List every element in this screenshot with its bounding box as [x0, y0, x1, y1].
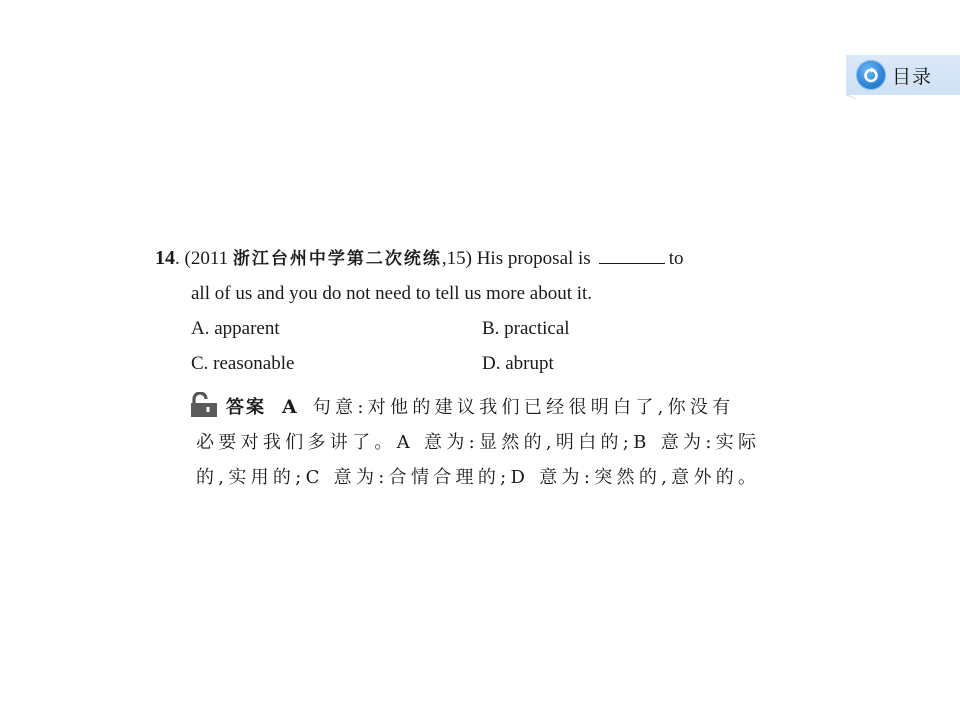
- option-a: A. apparent: [191, 318, 280, 339]
- answer-key: A: [282, 396, 297, 418]
- answer-blank: [599, 247, 665, 264]
- option-c: C. reasonable: [191, 353, 295, 374]
- question-number: 14: [155, 247, 175, 269]
- question-source-close: ,15): [441, 248, 472, 269]
- question-stem-line2: all of us and you do not need to tell us more about it.: [191, 283, 593, 304]
- answer-label: 答案: [226, 397, 266, 418]
- question-stem-part1: His proposal is: [476, 248, 591, 269]
- option-d: D. abrupt: [482, 353, 554, 374]
- question-source-open: (2011: [184, 248, 233, 269]
- option-b: B. practical: [482, 318, 570, 339]
- answer-line-3: 的,实用的;C 意为:合情合理的;D 意为:突然的,意外的。: [196, 467, 761, 488]
- refresh-circle-icon: [856, 60, 886, 90]
- question-number-dot: .: [175, 248, 185, 269]
- options-row-1: [155, 311, 815, 346]
- answer-block: [190, 390, 810, 495]
- answer-line-2: 必要对我们多讲了。A 意为:显然的,明白的;B 意为:实际: [196, 432, 761, 453]
- question-source: 浙江台州中学第二次统练: [232, 249, 442, 269]
- unlock-icon: [190, 392, 218, 418]
- answer-explanation-line1: 句意:对他的建议我们已经很明白了,你没有: [312, 397, 735, 418]
- answer-line-1: [190, 390, 810, 425]
- options-row-2: [155, 346, 815, 381]
- toc-button[interactable]: [846, 55, 960, 95]
- question-stem-line1: [155, 241, 815, 276]
- question-stem-part2: to: [668, 248, 684, 269]
- question-block: [155, 241, 815, 381]
- toc-label: 目录: [892, 65, 933, 88]
